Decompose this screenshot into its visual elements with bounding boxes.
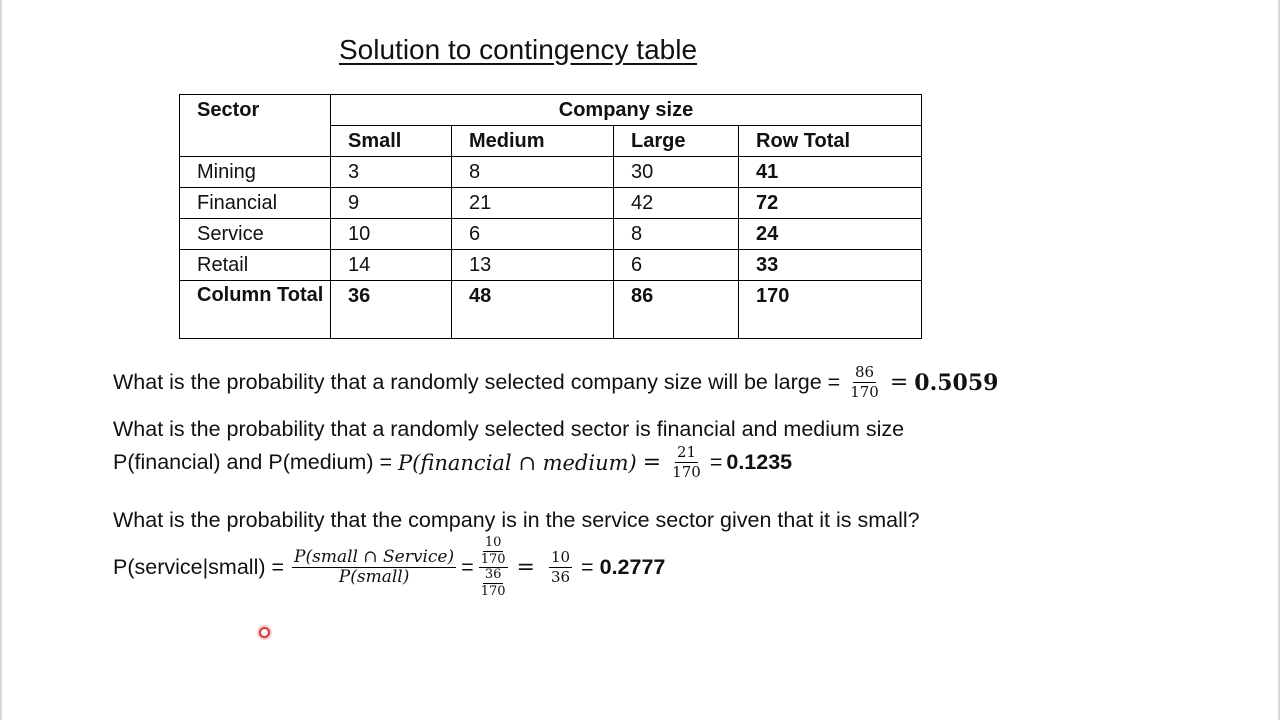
question-1-text: What is the probability that a randomly selected company size will be large =	[113, 370, 841, 394]
q3-prefix: P(service|small) =	[113, 555, 285, 579]
table-cell: 9	[331, 188, 452, 219]
table-cell: 14	[331, 250, 452, 281]
column-total-cell: 48	[452, 281, 614, 339]
table-row	[180, 219, 922, 250]
equals-sign: =	[461, 555, 474, 579]
table-cell: 42	[614, 188, 739, 219]
q3-bottom-denominator: 170	[480, 584, 506, 599]
column-total-cell: 86	[614, 281, 739, 339]
q3-top-denominator: 170	[480, 552, 506, 567]
q1-result: 0.5059	[914, 369, 999, 396]
q1-numerator: 86	[854, 363, 875, 381]
column-total-cell: 36	[331, 281, 452, 339]
row-label: Retail	[180, 250, 331, 281]
table-cell: 8	[452, 157, 614, 188]
row-label: Financial	[180, 188, 331, 219]
column-header: Medium	[452, 126, 614, 157]
table-cell: 30	[614, 157, 739, 188]
q1-fraction	[848, 364, 881, 401]
column-total-row	[180, 281, 922, 339]
left-border	[0, 0, 2, 720]
table-cell: 6	[614, 250, 739, 281]
column-header: Large	[614, 126, 739, 157]
table-cell: 8	[614, 219, 739, 250]
equals-sign: =	[642, 450, 662, 475]
contingency-table	[179, 94, 922, 339]
q2-denominator: 170	[672, 463, 701, 481]
row-total-cell: 41	[739, 157, 922, 188]
sector-header: Sector	[180, 95, 331, 157]
question-2-formula	[113, 444, 792, 481]
table-header-row	[180, 95, 922, 126]
q3-top-numerator: 10	[484, 535, 502, 550]
table-cell: 21	[452, 188, 614, 219]
table-cell: 6	[452, 219, 614, 250]
column-header: Small	[331, 126, 452, 157]
q3-conditional-fraction	[292, 549, 456, 586]
grand-total-cell: 170	[739, 281, 922, 339]
q3-bottom-fraction	[479, 568, 508, 599]
q2-numerator: 21	[676, 443, 697, 461]
row-label: Column Total	[180, 281, 331, 339]
question-3-text: What is the probability that the company is in the service sector given that it is small?	[113, 508, 920, 532]
table-cell: 10	[331, 219, 452, 250]
q2-result: 0.1235	[726, 450, 793, 474]
table-row	[180, 250, 922, 281]
cursor-pointer	[259, 627, 270, 638]
page-title: Solution to contingency table	[339, 34, 698, 65]
table-row	[180, 188, 922, 219]
column-header: Row Total	[739, 126, 922, 157]
company-size-header: Company size	[331, 95, 922, 126]
question-1	[113, 364, 998, 401]
question-3-formula	[113, 536, 665, 599]
q2-expression: P(financial ∩ medium)	[398, 450, 637, 475]
row-total-cell: 24	[739, 219, 922, 250]
row-total-cell: 33	[739, 250, 922, 281]
table-row	[180, 157, 922, 188]
equals-sign: =	[581, 555, 594, 579]
equals-sign: =	[889, 370, 909, 395]
q2-fraction	[670, 444, 703, 481]
equals-sign: =	[709, 450, 723, 474]
equals-sign: =	[516, 555, 535, 580]
q3-numerator-expression: P(small ∩ Service)	[294, 547, 455, 567]
q3-simplified-numerator: 10	[550, 548, 571, 566]
q3-simplified-denominator: 36	[550, 568, 571, 586]
q1-denominator: 170	[850, 383, 879, 401]
q3-compound-fraction	[479, 536, 508, 599]
table-cell: 3	[331, 157, 452, 188]
q3-simplified-fraction	[549, 549, 572, 586]
q3-bottom-numerator: 36	[484, 567, 502, 582]
q3-denominator-expression: P(small)	[338, 567, 410, 587]
q3-top-fraction	[479, 536, 508, 568]
question-2-text: What is the probability that a randomly selected sector is financial and medium size	[113, 417, 905, 441]
row-total-cell: 72	[739, 188, 922, 219]
table-cell: 13	[452, 250, 614, 281]
q3-result: 0.2777	[599, 555, 666, 579]
row-label: Mining	[180, 157, 331, 188]
q2-prefix: P(financial) and P(medium) =	[113, 450, 393, 474]
row-label: Service	[180, 219, 331, 250]
